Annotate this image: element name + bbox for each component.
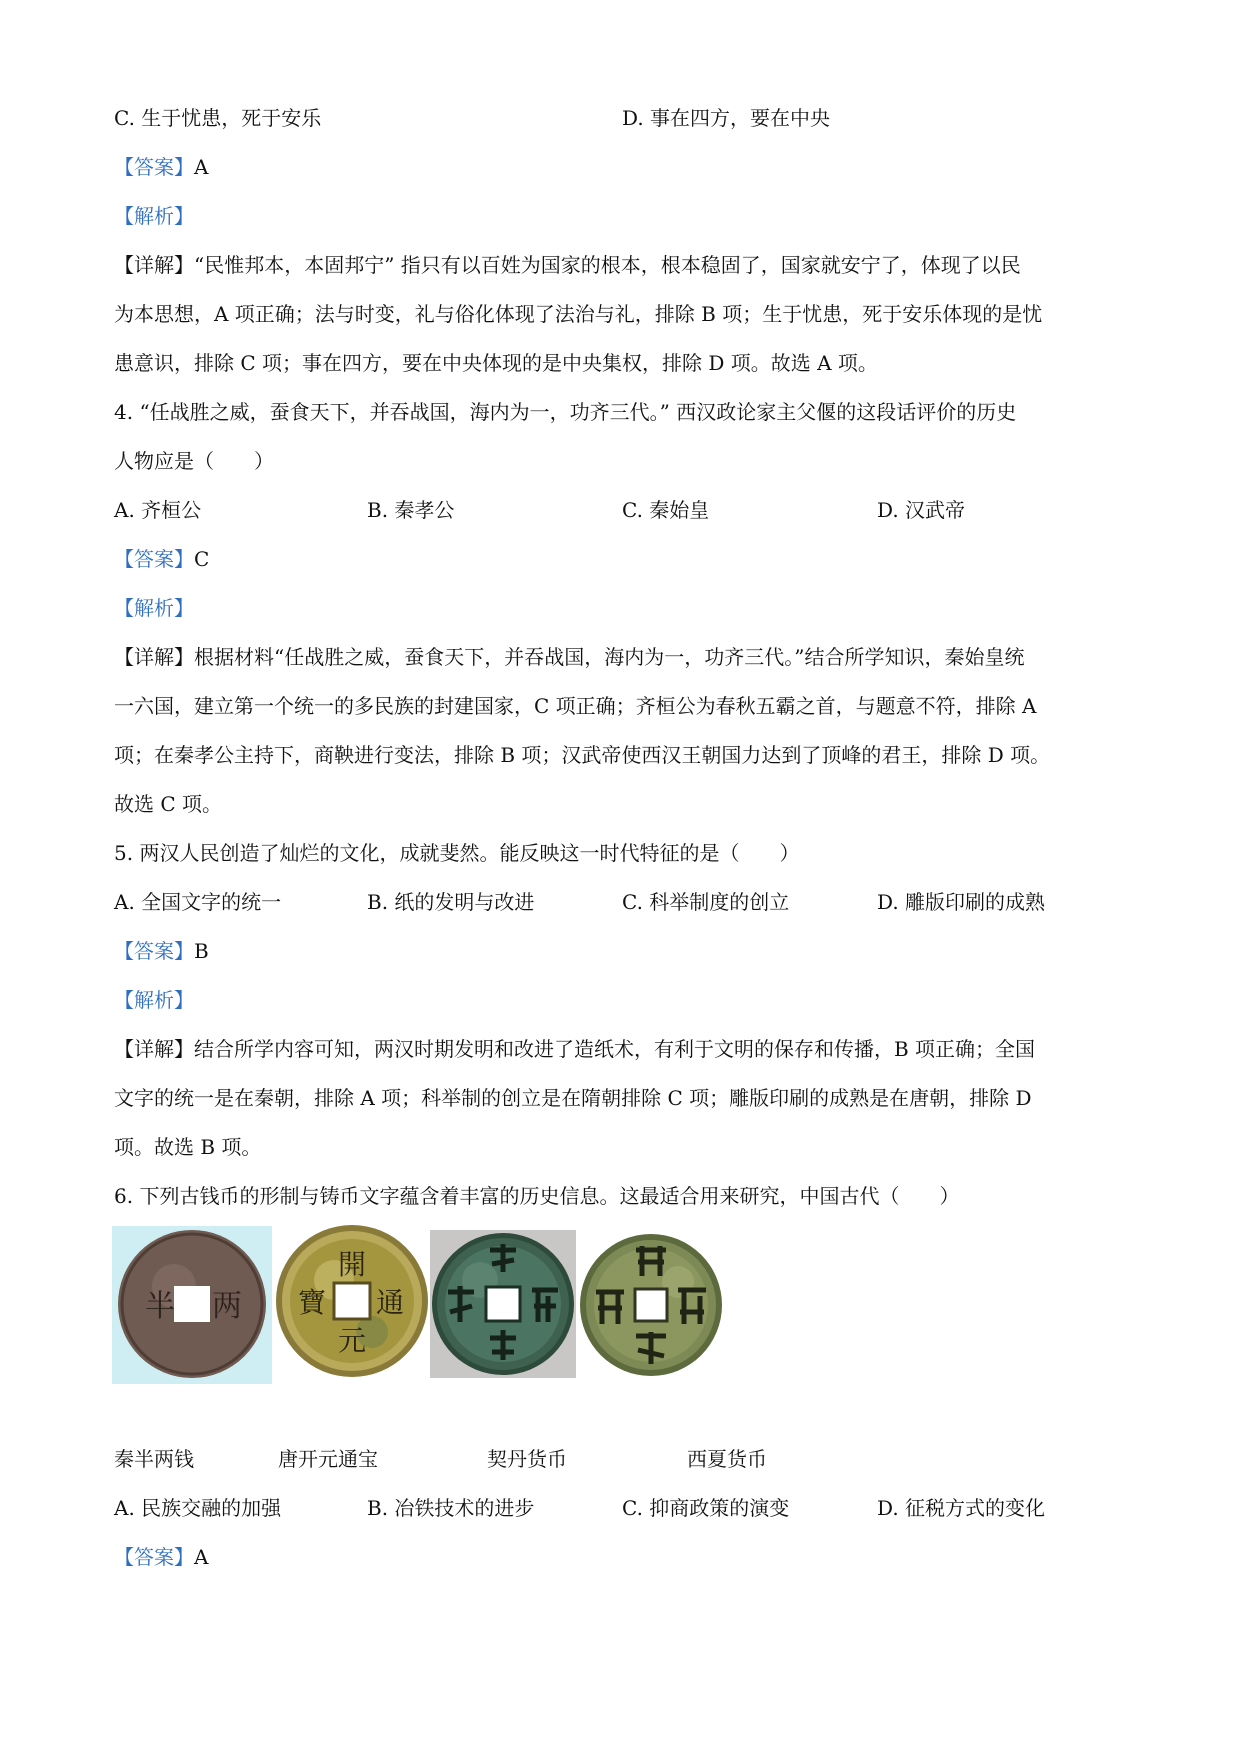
coin-caption: 西夏货币 <box>687 1447 767 1471</box>
q4-option-b: B. 秦孝公 <box>367 498 455 522</box>
q4-answer <box>114 545 209 573</box>
coin-char-ban: 半 <box>145 1289 175 1324</box>
answer-value: A <box>194 155 209 179</box>
q6-option-b: B. 冶铁技术的进步 <box>367 1496 535 1520</box>
coin-char-kai: 開 <box>338 1248 367 1281</box>
q6-stem: 6. 下列古钱币的形制与铸币文字蕴含着丰富的历史信息。这最适合用来研究，中国古代（ ） <box>114 1184 960 1208</box>
q4-option-c: C. 秦始皇 <box>622 498 710 522</box>
coin-caption: 契丹货币 <box>487 1447 567 1471</box>
detail-text: 根据材料“任战胜之威，蚕食天下，并吞战国，海内为一，功齐三代。”结合所学知识，秦始皇统 <box>194 645 1025 669</box>
q5-stem: 5. 两汉人民创造了灿烂的文化，成就斐然。能反映这一时代特征的是（ ） <box>114 841 800 865</box>
qin-banliang-coin-icon <box>112 1226 272 1384</box>
q5-detail-line: 文字的统一是在秦朝，排除 A 项；科举制的创立是在隋朝排除 C 项；雕版印刷的成熟是在唐朝，排除 D <box>114 1086 1032 1110</box>
q3-answer <box>114 153 208 181</box>
q4-detail-line: 一六国，建立第一个统一的多民族的封建国家，C 项正确；齐桓公为春秋五霸之首，与题意不符，排除 A <box>114 694 1037 718</box>
answer-value: C <box>194 547 210 571</box>
answer-tag: 【答案】 <box>114 1545 194 1569</box>
q5-option-c: C. 科举制度的创立 <box>622 890 790 914</box>
q5-option-d: D. 雕版印刷的成熟 <box>877 890 1046 914</box>
q3-detail-line: 患意识，排除 C 项；事在四方，要在中央体现的是中央集权，排除 D 项。故选 A 项。 <box>114 351 878 375</box>
answer-value: B <box>194 939 209 963</box>
answer-tag: 【答案】 <box>114 547 194 571</box>
answer-value: A <box>194 1545 209 1569</box>
q3-detail-line: 为本思想，A 项正确；法与时变，礼与俗化体现了法治与礼，排除 B 项；生于忧患，死于安乐体现的是忧 <box>114 302 1043 326</box>
detail-tag: 【详解】 <box>114 253 194 277</box>
answer-tag: 【答案】 <box>114 939 194 963</box>
q4-option-d: D. 汉武帝 <box>877 498 966 522</box>
answer-tag: 【答案】 <box>114 155 194 179</box>
coin-char-liang: 两 <box>212 1289 242 1324</box>
kaiyuan-tongbao-coin-icon <box>274 1222 430 1380</box>
q3-option-d: D. 事在四方，要在中央 <box>622 106 831 130</box>
q4-option-a: A. 齐桓公 <box>114 498 202 522</box>
xixia-coin-icon <box>578 1232 724 1378</box>
coin-char-bao: 寶 <box>298 1286 327 1319</box>
detail-text: 结合所学内容可知，两汉时期发明和改进了造纸术，有利于文明的保存和传播，B 项正确；全国 <box>194 1037 1036 1061</box>
detail-tag: 【详解】 <box>114 645 194 669</box>
q6-option-d: D. 征税方式的变化 <box>877 1496 1046 1520</box>
detail-text: “民惟邦本，本固邦宁” 指只有以百姓为国家的根本，根本稳固了，国家就安宁了，体现了以民 <box>194 253 1021 277</box>
q5-detail-line <box>114 1035 1035 1063</box>
coin-char-tong: 通 <box>376 1286 405 1319</box>
q5-answer <box>114 937 209 965</box>
q4-stem: 人物应是（ ） <box>114 449 274 473</box>
coin-caption: 秦半两钱 <box>114 1447 194 1471</box>
q6-option-c: C. 抑商政策的演变 <box>622 1496 790 1520</box>
coin-caption: 唐开元通宝 <box>278 1447 378 1471</box>
q5-option-b: B. 纸的发明与改进 <box>367 890 535 914</box>
khitan-coin-icon <box>430 1230 576 1378</box>
coin-char-yuan: 元 <box>338 1324 367 1357</box>
q4-analysis-tag: 【解析】 <box>114 596 194 620</box>
q4-detail-line: 故选 C 项。 <box>114 792 223 816</box>
q3-detail-line <box>114 251 1021 279</box>
q6-option-a: A. 民族交融的加强 <box>114 1496 282 1520</box>
q3-option-c: C. 生于忧患，死于安乐 <box>114 106 322 130</box>
q6-answer <box>114 1543 208 1571</box>
q3-analysis-tag: 【解析】 <box>114 204 194 228</box>
q4-stem: 4. “任战胜之威，蚕食天下，并吞战国，海内为一，功齐三代。” 西汉政论家主父偃的这段话评价的历史 <box>114 400 1017 424</box>
q4-detail-line <box>114 643 1024 671</box>
q5-option-a: A. 全国文字的统一 <box>114 890 282 914</box>
detail-tag: 【详解】 <box>114 1037 194 1061</box>
q5-analysis-tag: 【解析】 <box>114 988 194 1012</box>
q5-detail-line: 项。故选 B 项。 <box>114 1135 262 1159</box>
q4-detail-line: 项；在秦孝公主持下，商鞅进行变法，排除 B 项；汉武帝使西汉王朝国力达到了顶峰的君王，排除 D 项。 <box>114 743 1051 767</box>
